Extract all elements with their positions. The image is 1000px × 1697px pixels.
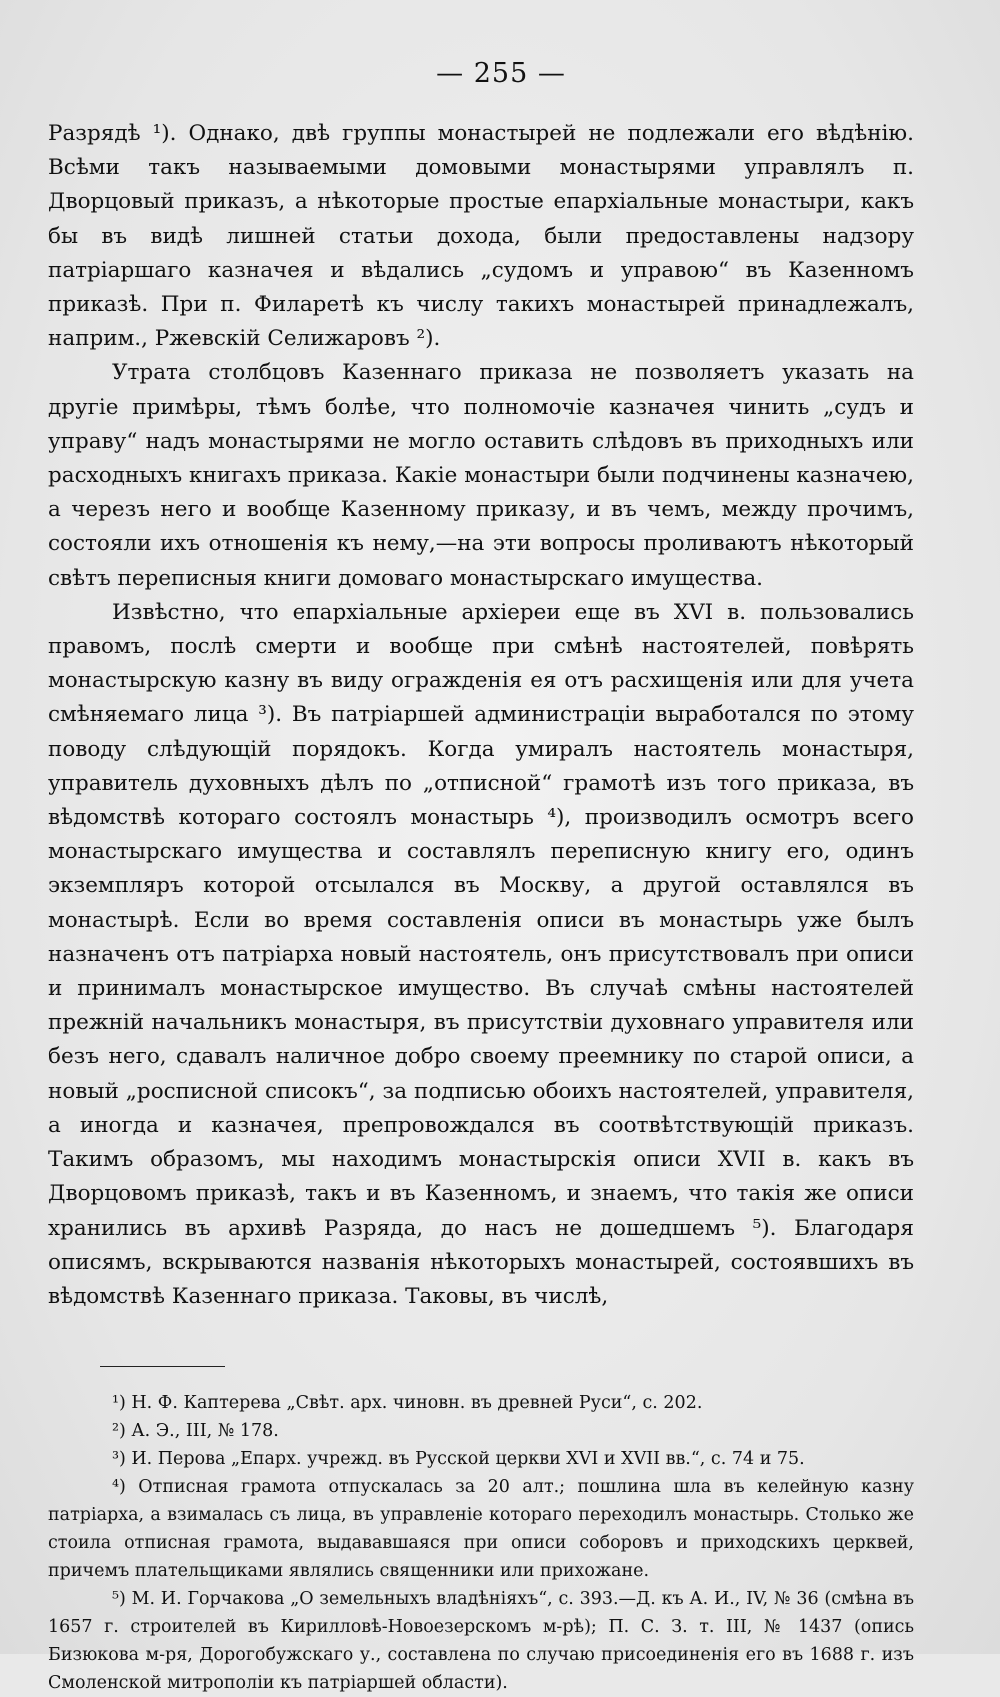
footnote-2: ²) А. Э., III, № 178. — [112, 1421, 279, 1442]
paragraph-3: Извѣстно, что епархіальные архіереи еще въ XVI в. пользовались правомъ, послѣ смерти и вообще при смѣнѣ настоятелей, повѣрять монастырскую казну въ виду огражденія ея отъ расхищенія или для учета смѣняемаго лица ³). Въ патріаршей администраціи выработался по этому поводу слѣдующій порядокъ. Когда умиралъ настоятель монастыря, управитель духовныхъ дѣлъ по „отписной“ грамотѣ изъ того приказа, въ вѣдомствѣ котораго состоялъ монастырь ⁴), производилъ осмотръ всего монастырскаго имущества и составлялъ переписную книгу его, одинъ экземпляръ которой отсылался въ Москву, а другой оставлялся въ монастырѣ. Если во время составленія описи въ монастырь уже былъ назначенъ отъ патріарха новый настоятель, онъ присутствовалъ при описи и принималъ монастырское имущество. Въ случаѣ смѣны настоятелей прежній начальникъ монастыря, въ присутствіи духовнаго управителя или безъ него, сдавалъ наличное добро своему преемнику по старой описи, а новый „росписной списокъ“, за подписью обоихъ настоятелей, управителя, а иногда и казначея, препровождался въ соотвѣтствующій приказъ. Такимъ образомъ, мы находимъ монастырскія описи XVII в. какъ въ Дворцовомъ приказѣ, такъ и въ Казенномъ, и знаемъ, что такія же описи хранились въ архивѣ Разряда, до насъ не дошедшемъ ⁵). Благодаря описямъ, вскрываются названія нѣкоторыхъ монастырей, состоявшихъ въ вѣдомствѣ Казеннаго приказа. Таковы, въ числѣ, — [48, 599, 914, 1309]
footnote-4: ⁴) Отписная грамота отпускалась за 20 алт.; пошлина шла въ келейную казну патріарха, а взималась съ лица, въ управленіе котораго переходилъ монастырь. Столько же стоила отписная грамота, выдававшаяся при описи соборовъ и приходскихъ церквей, причемъ плательщиками являлись священники или прихожане. — [48, 1477, 914, 1582]
paragraph-1: Разрядѣ ¹). Однако, двѣ группы монастырей не подлежали его вѣдѣнію. Всѣми такъ называемыми домовыми монастырями управлялъ п. Дворцовый приказъ, а нѣкоторые простые епархіальные монастыри, какъ бы въ видѣ лишней статьи дохода, были предоставлены надзору патріаршаго казначея и вѣдались „судомъ и управою“ въ Казенномъ приказѣ. При п. Филаретѣ къ числу такихъ монастырей принадлежалъ, наприм., Ржевскій Селижаровъ ²). — [48, 121, 914, 352]
paragraph-2: Утрата столбцовъ Казеннаго приказа не позволяетъ указать на другіе примѣры, тѣмъ болѣе, что полномочіе казначея чинить „судъ и управу“ надъ монастырями не могло оставить слѣдовъ въ приходныхъ или расходныхъ книгахъ приказа. Какіе монастыри были подчинены казначею, а черезъ него и вообще Казенному приказу, и въ чемъ, между прочимъ, состояли ихъ отношенія къ нему,—на эти вопросы проливаютъ нѣкоторый свѣтъ переписныя книги домоваго монастырскаго имущества. — [48, 360, 914, 591]
footnote-5: ⁵) М. И. Горчакова „О земельныхъ владѣніяхъ“, с. 393.—Д. къ А. И., IV, № 36 (смѣна въ 1657 г. строителей въ Кирилловѣ-Новоезерскомъ м-рѣ); П. С. З. т. III, № 1437 (опись Бизюкова м-ря, Дорогобужскаго у., составлена по случаю присоединенія его въ 1688 г. изъ Смоленской митрополіи къ патріаршей области). — [48, 1589, 914, 1694]
footnote-divider — [100, 1366, 225, 1367]
footnotes — [48, 1389, 914, 1697]
footnote-1: ¹) Н. Ф. Каптерева „Свѣт. арх. чиновн. въ древней Руси“, с. 202. — [112, 1393, 703, 1414]
footnote-3: ³) И. Перова „Епарх. учрежд. въ Русской церкви XVI и XVII вв.“, с. 74 и 75. — [112, 1449, 805, 1470]
page-number: — 255 — — [436, 58, 566, 89]
main-text — [48, 117, 914, 1314]
